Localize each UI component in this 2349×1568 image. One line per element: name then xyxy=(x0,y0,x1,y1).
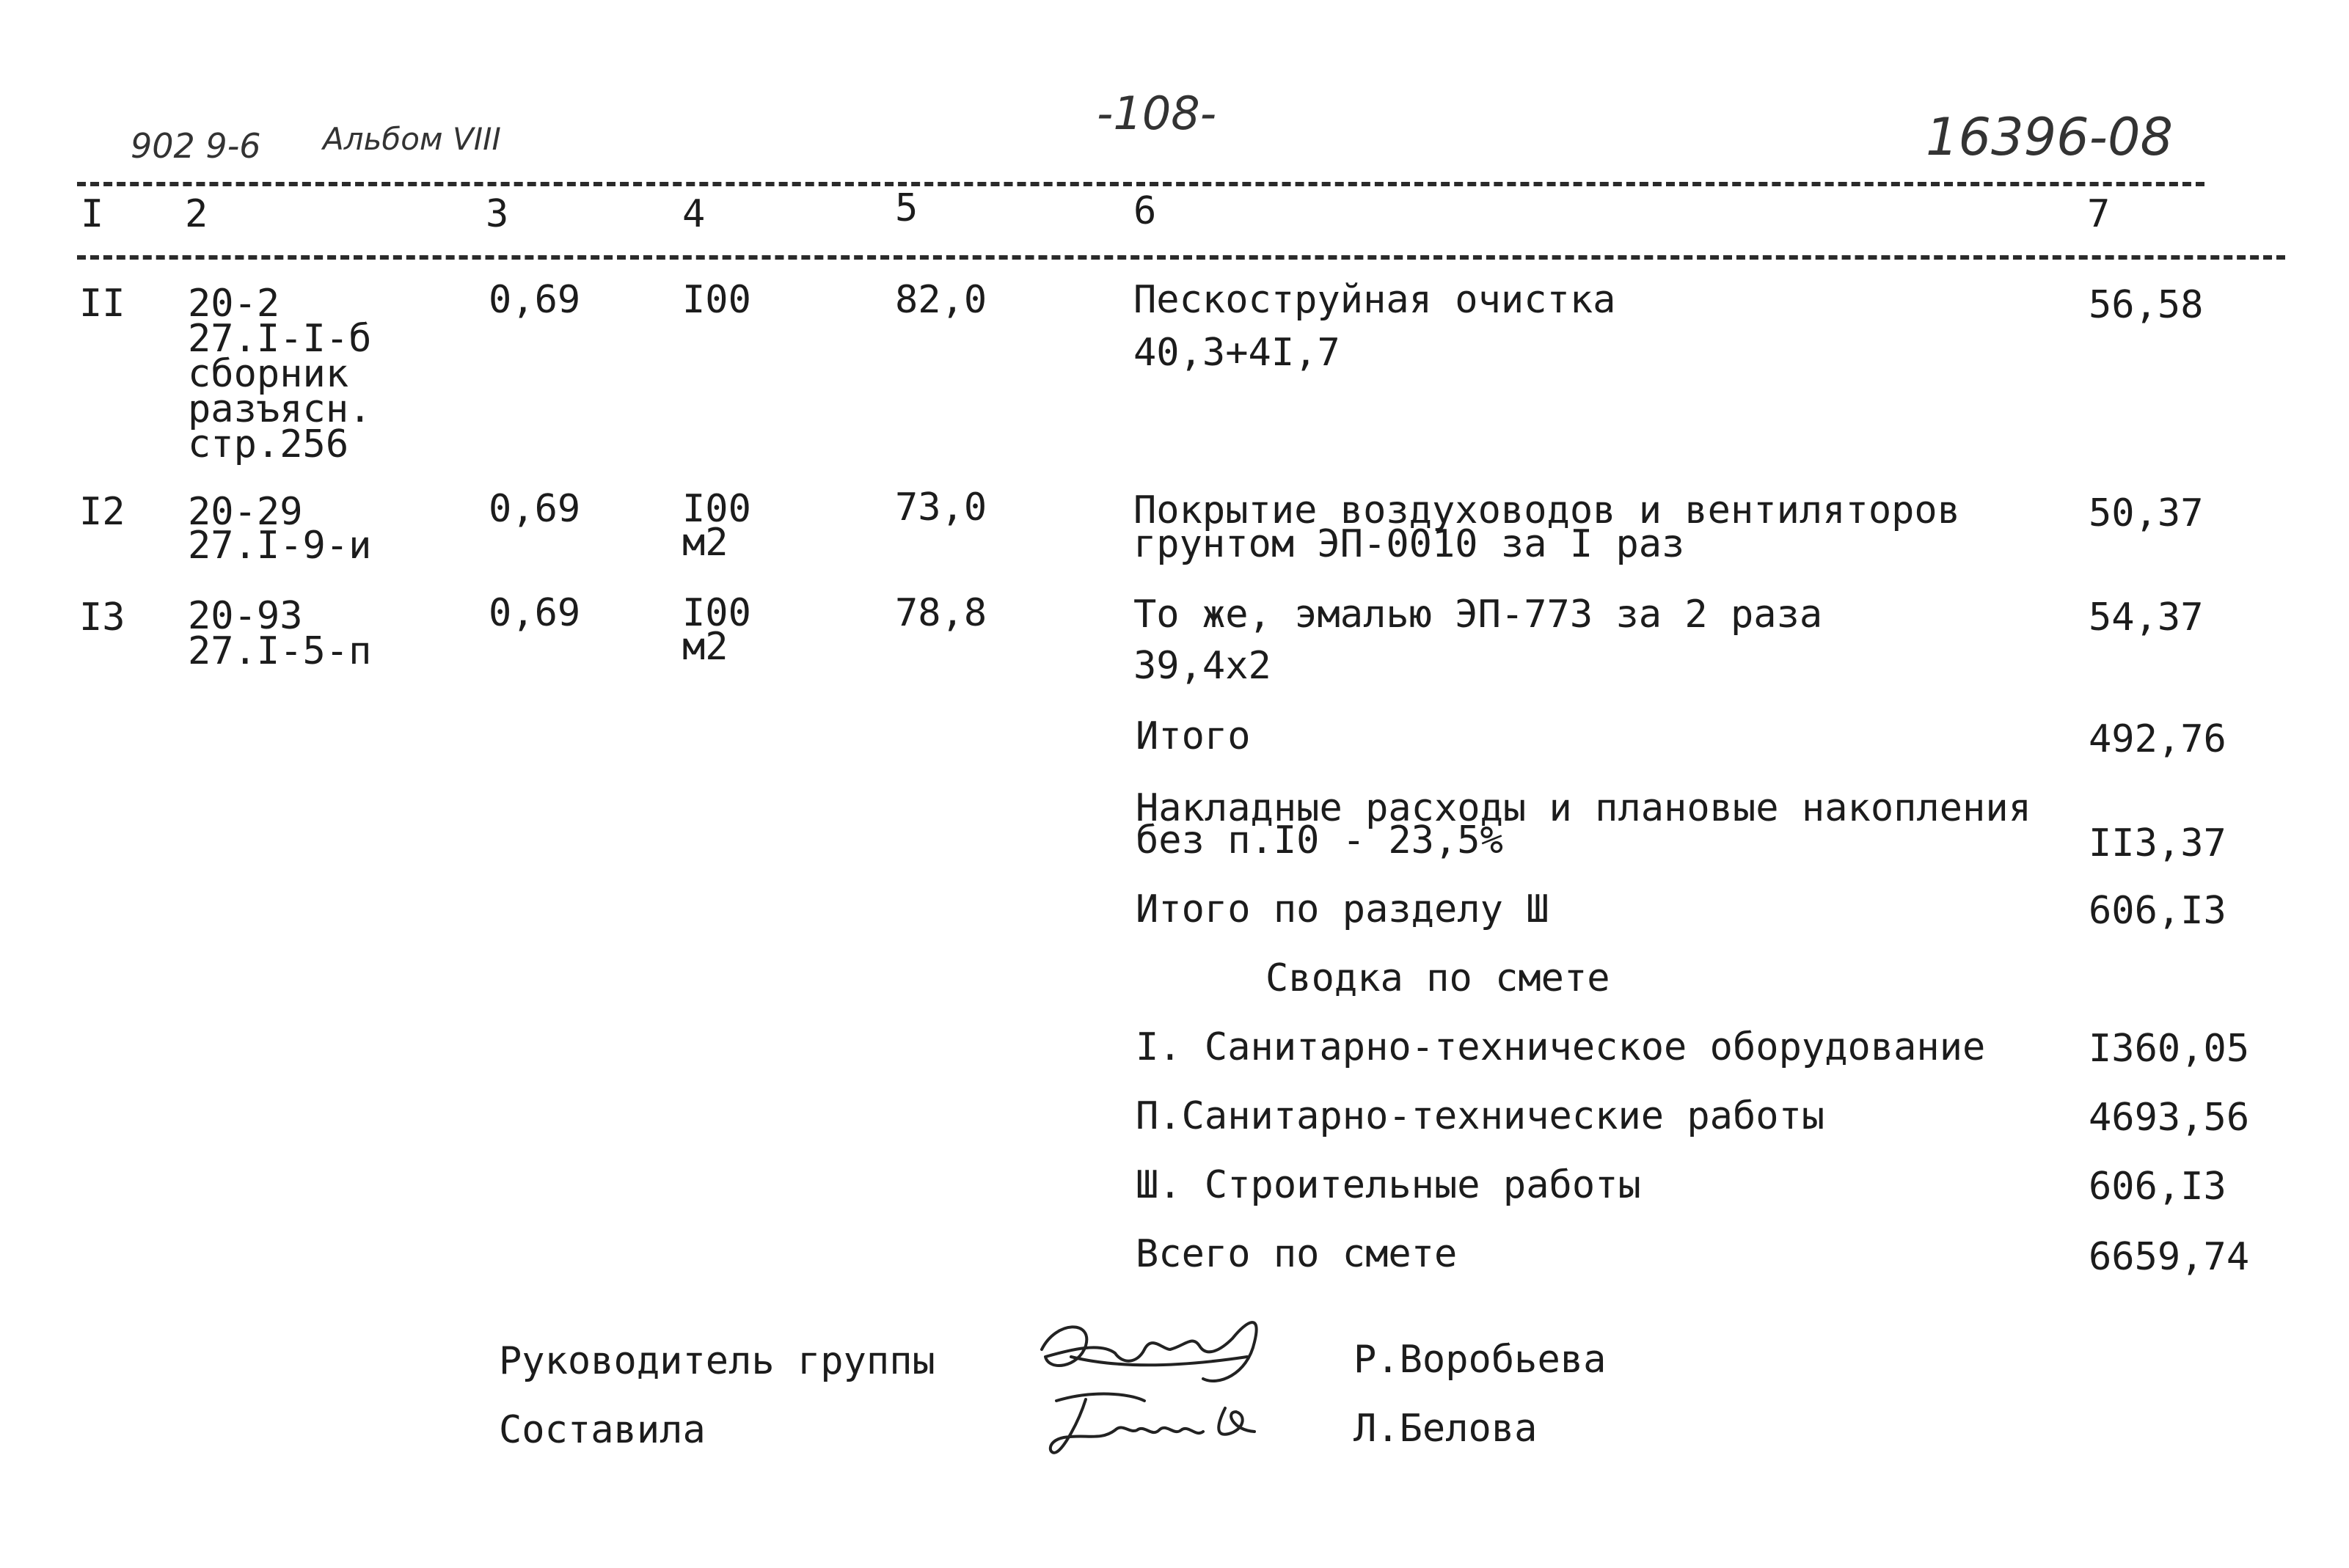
overhead-value: II3,37 xyxy=(2089,821,2226,865)
table-row-qty: 73,0 xyxy=(895,486,987,530)
section-total-value: 606,I3 xyxy=(2089,889,2226,933)
column-header-3: 3 xyxy=(486,192,509,236)
table-row-desc: То же, эмалью ЭП-773 за 2 раза xyxy=(1133,593,1823,637)
summary-item-label: I. Санитарно-техническое оборудование xyxy=(1136,1025,1986,1069)
album-label: Альбом VIII xyxy=(323,121,501,157)
header-rule-top xyxy=(77,182,2204,186)
table-row-coef: 0,69 xyxy=(489,487,581,531)
signature-role: Составила xyxy=(499,1408,706,1452)
column-header-1: I xyxy=(81,192,104,236)
overhead-label: без п.I0 - 23,5% xyxy=(1136,818,1503,862)
table-row-num: I3 xyxy=(79,596,125,640)
table-row-code: сборник xyxy=(188,352,349,396)
grand-total-value: 6659,74 xyxy=(2089,1235,2250,1279)
column-header-2: 2 xyxy=(185,192,208,236)
table-row-desc: грунтом ЭП-0010 за I раз xyxy=(1133,522,1685,566)
column-header-6: 6 xyxy=(1133,189,1157,233)
grand-total-label: Всего по смете xyxy=(1136,1232,1458,1276)
section-total-label: Итого по разделу Ш xyxy=(1136,887,1549,931)
summary-item-label: П.Санитарно-технические работы xyxy=(1136,1094,1825,1138)
table-row-code: 27.I-9-и xyxy=(188,524,372,568)
table-row-calc: 39,4x2 xyxy=(1133,644,1271,688)
itogo-value: 492,76 xyxy=(2089,717,2226,761)
table-row-unit: I00 xyxy=(682,591,751,635)
table-row-code: стр.256 xyxy=(188,422,349,466)
table-row-coef: 0,69 xyxy=(489,278,581,322)
document-code: 16396-08 xyxy=(1926,107,2174,167)
itogo-label: Итого xyxy=(1136,714,1251,758)
summary-item-value: I360,05 xyxy=(2089,1027,2250,1071)
summary-item-value: 606,I3 xyxy=(2089,1165,2226,1209)
table-row-desc: Пескоструйная очистка xyxy=(1133,278,1616,322)
table-row-num: II xyxy=(79,282,125,326)
table-row-sum: 54,37 xyxy=(2089,596,2204,640)
series-code: 902 9-6 xyxy=(131,126,261,166)
column-header-5: 5 xyxy=(895,186,918,230)
table-row-unit: м2 xyxy=(682,625,728,669)
table-row-qty: 82,0 xyxy=(895,278,987,322)
header-rule-bottom xyxy=(77,255,2285,260)
table-row-desc: Покрытие воздуховодов и вентиляторов xyxy=(1133,488,1961,532)
summary-item-value: 4693,56 xyxy=(2089,1096,2250,1140)
table-row-coef: 0,69 xyxy=(489,591,581,635)
table-row-qty: 78,8 xyxy=(895,591,987,635)
column-header-7: 7 xyxy=(2087,192,2111,236)
signature-belova xyxy=(1034,1379,1276,1467)
table-row-sum: 50,37 xyxy=(2089,491,2204,535)
table-row-code: 20-93 xyxy=(188,594,303,638)
table-row-code: разъясн. xyxy=(188,387,372,431)
signature-name: Л.Белова xyxy=(1353,1407,1538,1451)
table-row-unit: м2 xyxy=(682,521,728,565)
overhead-label: Накладные расходы и плановые накопления xyxy=(1136,786,2031,830)
table-row-code: 27.I-I-б xyxy=(188,317,372,361)
summary-item-label: Ш. Строительные работы xyxy=(1136,1163,1641,1207)
table-row-num: I2 xyxy=(79,490,125,534)
signature-name: Р.Воробьева xyxy=(1353,1338,1607,1382)
signature-role: Руководитель группы xyxy=(499,1339,935,1383)
table-row-sum: 56,58 xyxy=(2089,283,2204,327)
page-number: -108- xyxy=(1097,87,1217,140)
table-row-unit: I00 xyxy=(682,278,751,322)
table-row-calc: 40,3+4I,7 xyxy=(1133,331,1340,375)
table-row-unit: I00 xyxy=(682,487,751,531)
summary-title: Сводка по смете xyxy=(1265,956,1610,1000)
table-row-code: 20-2 xyxy=(188,282,280,326)
table-row-code: 20-29 xyxy=(188,490,303,534)
table-row-code: 27.I-5-п xyxy=(188,629,372,673)
column-header-4: 4 xyxy=(682,192,706,236)
